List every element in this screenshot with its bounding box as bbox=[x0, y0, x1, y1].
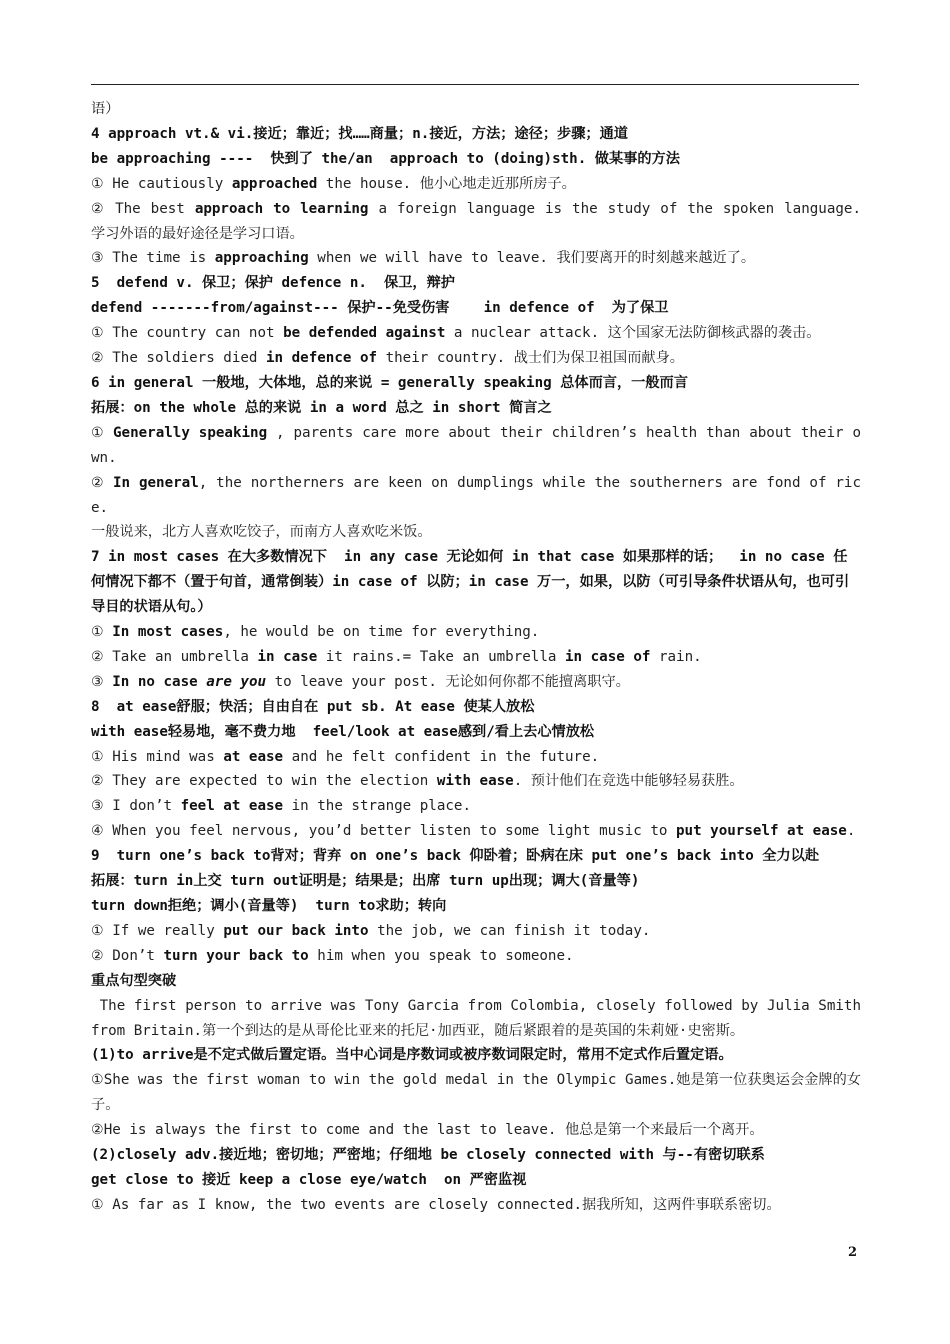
keyword-phrase: in defence of bbox=[266, 350, 378, 367]
text-run: their country. 战士们为保卫祖国而献身。 bbox=[377, 350, 684, 367]
vocab-heading-line: 重点句型突破 bbox=[91, 972, 177, 989]
example-line: 语） bbox=[91, 101, 120, 117]
text-run: ② They are expected to win the election bbox=[91, 773, 437, 790]
text-run: ① bbox=[91, 624, 113, 641]
text-run: ③ I don’t bbox=[91, 798, 181, 815]
text-run: it rains.= Take an umbrella bbox=[317, 648, 565, 665]
example-line bbox=[91, 197, 870, 247]
text-run bbox=[198, 674, 207, 690]
text-run: in the strange place. bbox=[283, 798, 472, 815]
example-line bbox=[91, 670, 861, 695]
text-run: ② bbox=[91, 474, 113, 491]
example-line bbox=[91, 172, 861, 197]
header-rule bbox=[91, 84, 859, 85]
example-line bbox=[91, 769, 861, 794]
text-run: ① As far as I know, the two events are closely connected.据我所知，这两件事联系密切。 bbox=[91, 1196, 781, 1213]
vocab-heading-line: be approaching ---- 快到了 the/an approach to (doing)sth. 做某事的方法 bbox=[91, 150, 680, 167]
keyword-phrase: In general bbox=[112, 474, 199, 491]
text-run: . 预计他们在竞选中能够轻易获胜。 bbox=[513, 773, 744, 790]
example-line bbox=[91, 1118, 861, 1143]
keyword-phrase: approached bbox=[231, 175, 318, 192]
keyword-phrase: at ease bbox=[223, 748, 284, 765]
example-line bbox=[91, 645, 861, 670]
text-run: , he would be on time for everything. bbox=[223, 624, 540, 641]
text-run: him when you speak to someone. bbox=[308, 947, 574, 964]
keyword-phrase: in case of bbox=[564, 648, 651, 665]
example-line bbox=[91, 1193, 861, 1218]
example-line bbox=[91, 919, 861, 944]
vocab-heading-line: 拓展：on the whole 总的来说 in a word 总之 in short 简言之 bbox=[91, 399, 552, 416]
text-run: ②He is always the first to come and the last to leave. 他总是第一个来最后一个离开。 bbox=[91, 1122, 764, 1139]
text-run: ③ bbox=[91, 673, 113, 690]
keyword-phrase: put yourself at ease bbox=[676, 823, 847, 840]
vocab-heading-line: defend -------from/against--- 保护--免受伤害 in defence of 为了保卫 bbox=[91, 300, 669, 317]
keyword-phrase: be defended against bbox=[283, 325, 446, 342]
text-run: ② The soldiers died bbox=[91, 350, 267, 367]
text-run: ② The best bbox=[91, 200, 195, 217]
text-run: to leave your post. 无论如何你都不能擅离职守。 bbox=[266, 673, 630, 690]
keyword-phrase: put our back into bbox=[223, 922, 369, 939]
vocab-heading-line: 9 turn one’s back to背对；背弃 on one’s back 仰卧着；卧病在床 put one’s back into 全力以赴 bbox=[91, 848, 820, 865]
vocab-heading-line: 4 approach vt.& vi.接近；靠近；找……商量；n.接近，方法；途径；步骤；通道 bbox=[91, 125, 628, 142]
example-line bbox=[91, 794, 861, 819]
keyword-phrase: In no case bbox=[112, 673, 198, 690]
text-run: ① The country can not bbox=[91, 325, 284, 342]
example-line bbox=[91, 620, 861, 645]
example-line bbox=[91, 1068, 861, 1118]
vocab-heading-line: 拓展：turn in上交 turn out证明是；结果是；出席 turn up出现；调大(音量等) bbox=[91, 873, 640, 890]
text-run: when we will have to leave. 我们要离开的时刻越来越近了。 bbox=[308, 250, 756, 267]
text-run: . bbox=[846, 823, 856, 840]
keyword-phrase: feel at ease bbox=[180, 798, 284, 815]
text-run: ④ When you feel nervous, you’d better listen to some light music to bbox=[91, 823, 677, 840]
keyword-phrase: approach to learning bbox=[194, 200, 369, 217]
text-run: 一般说来，北方人喜欢吃饺子，而南方人喜欢吃米饭。 bbox=[91, 524, 432, 541]
vocab-heading-line: turn down拒绝；调小(音量等) turn to求助；转向 bbox=[91, 898, 447, 914]
vocab-heading-line: (1)to arrive是不定式做后置定语。当中心词是序数词或被序数词限定时，常用不定式作后置定语。 bbox=[91, 1047, 733, 1064]
text-run: , the northerners are keen on dumplings while the southerners are fond of rice. bbox=[91, 474, 862, 516]
example-line bbox=[91, 819, 861, 844]
example-line bbox=[91, 471, 861, 521]
keyword-phrase: turn your back to bbox=[163, 947, 309, 964]
text-run: a foreign language is the study of the spoken language. 学习外语的最好途径是学习口语。 bbox=[91, 200, 870, 242]
text-run: ① He cautiously bbox=[91, 175, 232, 192]
vocab-heading-line: get close to 接近 keep a close eye/watch on 严密监视 bbox=[91, 1171, 527, 1188]
keyword-phrase: approaching bbox=[214, 250, 309, 267]
vocab-heading-line: 6 in general 一般地，大体地，总的来说 = generally speaking 总体而言，一般而言 bbox=[91, 374, 688, 391]
example-line bbox=[91, 421, 861, 471]
text-run: rain. bbox=[650, 648, 702, 665]
example-line bbox=[91, 994, 870, 1044]
example-line bbox=[91, 745, 861, 770]
page-number: 2 bbox=[848, 1245, 858, 1260]
text-run: and he felt confident in the future. bbox=[283, 748, 600, 765]
text-run: the job, we can finish it today. bbox=[368, 922, 651, 939]
text-run: a nuclear attack. 这个国家无法防御核武器的袭击。 bbox=[445, 325, 821, 342]
text-run: ② Take an umbrella bbox=[91, 648, 258, 665]
vocab-heading-line: 8 at ease舒服；快活；自由自在 put sb. At ease 使某人放松 bbox=[91, 698, 535, 715]
text-run: The first person to arrive was Tony Garcia from Colombia, closely followed by Julia Smith from Britain.第一个到达的是从哥伦比亚来的托尼·加西亚，随后紧跟着的是英国的朱莉娅·史密斯。 bbox=[91, 997, 870, 1039]
text-run: ③ The time is bbox=[91, 250, 215, 267]
text-run: ② Don’t bbox=[91, 947, 164, 964]
example-line bbox=[91, 246, 861, 271]
vocab-heading-line: 5 defend v. 保卫；保护 defence n. 保卫，辩护 bbox=[91, 275, 455, 292]
keyword-phrase: Generally speaking bbox=[113, 424, 268, 441]
vocab-heading-line: with ease轻易地，毫不费力地 feel/look at ease感到/看上去心情放松 bbox=[91, 723, 595, 740]
example-line bbox=[91, 346, 861, 371]
text-run: ①She was the first woman to win the gold medal in the Olympic Games.她是第一位获奥运会金牌的女子。 bbox=[91, 1072, 861, 1114]
keyword-phrase: In most cases bbox=[112, 624, 224, 641]
text-run: ① His mind was bbox=[91, 748, 224, 765]
example-line bbox=[91, 944, 861, 969]
vocab-heading-line: (2)closely adv.接近地；密切地；严密地；仔细地 be closely connected with 与--有密切联系 bbox=[91, 1147, 765, 1164]
text-run: ① bbox=[91, 424, 114, 441]
text-run: ① If we really bbox=[91, 922, 224, 939]
document-body bbox=[91, 97, 870, 1218]
keyword-phrase: in case bbox=[257, 648, 318, 665]
text-run: the house. 他小心地走近那所房子。 bbox=[317, 175, 576, 192]
text-run: , parents care more about their children’s health than about their own. bbox=[91, 424, 861, 466]
keyword-phrase: with ease bbox=[436, 773, 514, 790]
example-line bbox=[91, 321, 861, 346]
vocab-heading-line: 7 in most cases 在大多数情况下 in any case 无论如何 in that case 如果那样的话； in no case 任何情况下都不（置于句首，通常倒装）in case of 以防；in case 万一，如果，以防（可引导条件状语从句，也可引导目的状语从句。） bbox=[91, 549, 850, 616]
example-line bbox=[91, 520, 861, 545]
keyword-phrase: are you bbox=[206, 673, 267, 690]
